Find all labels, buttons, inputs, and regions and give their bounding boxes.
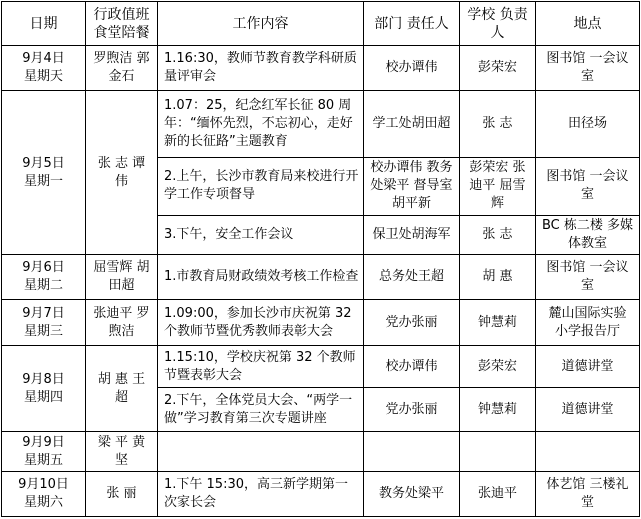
date-label: 9月7日 [22,305,65,321]
content-cell: 1.下午 15:30，高三新学期第一次家长会 [158,471,364,516]
schedule-table [1,1,640,517]
dept-cell: 校办谭伟 [364,46,460,91]
weekday-label: 星期三 [23,323,63,339]
duty-cell: 张 丽 [86,471,158,516]
leader-cell: 胡 惠 [460,255,536,300]
dept-cell: 学工处胡田超 [364,91,460,158]
header-dept: 部门 责任人 [364,2,460,46]
weekday-label: 星期五 [23,452,63,468]
date-label: 9月10日 [18,476,69,492]
weekday-label: 星期四 [23,389,63,405]
place-cell: 田径场 [536,91,640,158]
place-cell: 道德讲堂 [536,388,640,432]
content-cell: 1.市教育局财政绩效考核工作检查 [158,255,364,300]
schedule-body [2,46,640,517]
leader-cell: 彭荣宏 [460,46,536,91]
table-row [2,91,640,158]
leader-cell: 张 志 [460,91,536,158]
date-cell [2,432,86,472]
date-cell [2,46,86,91]
dept-cell: 校办谭伟 教务处梁平 督导室胡平新 [364,157,460,215]
table-row [2,46,640,91]
dept-cell: 党办张丽 [364,300,460,346]
date-cell [2,300,86,346]
date-label: 9月6日 [22,260,65,276]
date-label: 9月8日 [22,371,65,387]
date-label: 9月4日 [22,51,65,66]
leader-cell: 钟慧莉 [460,300,536,346]
content-cell: 1.16:30，教师节教育教学科研质量评审会 [158,46,364,91]
table-row [2,300,640,346]
leader-cell [460,432,536,472]
content-cell: 1.09:00，参加长沙市庆祝第 32 个教师节暨优秀教师表彰大会 [158,300,364,346]
header-leader: 学校 负责人 [460,2,536,46]
place-cell [536,432,640,472]
date-cell [2,346,86,432]
dept-cell: 总务处王超 [364,255,460,300]
table-row [2,255,640,300]
leader-cell: 彭荣宏 [460,346,536,388]
dept-cell: 党办张丽 [364,388,460,432]
duty-cell: 张 志 谭 伟 [86,91,158,255]
dept-cell: 校办谭伟 [364,346,460,388]
duty-cell: 屈雪辉 胡田超 [86,255,158,300]
content-cell: 1.07：25，纪念红军长征 80 周年：“缅怀先烈，不忘初心，走好新的长征路”主题教育 [158,91,364,158]
date-label: 9月5日 [22,155,65,171]
weekday-label: 星期天 [23,69,63,84]
duty-cell: 胡 惠 王 超 [86,346,158,432]
content-cell: 2.上午，长沙市教育局来校进行开学工作专项督导 [158,157,364,215]
content-cell: 3.下午，安全工作会议 [158,215,364,255]
place-cell: 图书馆 一会议室 [536,157,640,215]
date-cell [2,255,86,300]
weekday-label: 星期二 [23,278,63,294]
duty-cell: 张迪平 罗煦洁 [86,300,158,346]
place-cell: 图书馆 一会议室 [536,46,640,91]
dept-cell [364,432,460,472]
dept-cell: 保卫处胡海军 [364,215,460,255]
leader-cell: 钟慧莉 [460,388,536,432]
content-cell: 2.下午，全体党员大会、“两学一做”学习教育第三次专题讲座 [158,388,364,432]
content-cell [158,432,364,472]
place-cell: 麓山国际实验 小学报告厅 [536,300,640,346]
header-content: 工作内容 [158,2,364,46]
table-row [2,346,640,388]
leader-cell: 张迪平 [460,471,536,516]
weekday-label: 星期一 [23,173,63,189]
table-row [2,471,640,516]
header-date: 日期 [2,2,86,46]
dept-cell: 教务处梁平 [364,471,460,516]
duty-cell: 罗煦洁 郭金石 [86,46,158,91]
leader-cell: 彭荣宏 张迪平 屈雪辉 [460,157,536,215]
weekday-label: 星期六 [23,494,63,510]
leader-cell: 张 志 [460,215,536,255]
content-cell: 1.15:10，学校庆祝第 32 个教师节暨表彰大会 [158,346,364,388]
date-cell [2,471,86,516]
place-cell: 体艺馆 三楼礼堂 [536,471,640,516]
place-cell: 图书馆 一会议室 [536,255,640,300]
header-place: 地点 [536,2,640,46]
header-row [2,2,640,46]
date-cell [2,91,86,255]
table-row [2,432,640,472]
duty-cell: 梁 平 黄 坚 [86,432,158,472]
header-duty: 行政值班 食堂陪餐 [86,2,158,46]
date-label: 9月9日 [22,434,65,450]
place-cell: BC 栋二楼 多媒体教室 [536,215,640,255]
place-cell: 道德讲堂 [536,346,640,388]
